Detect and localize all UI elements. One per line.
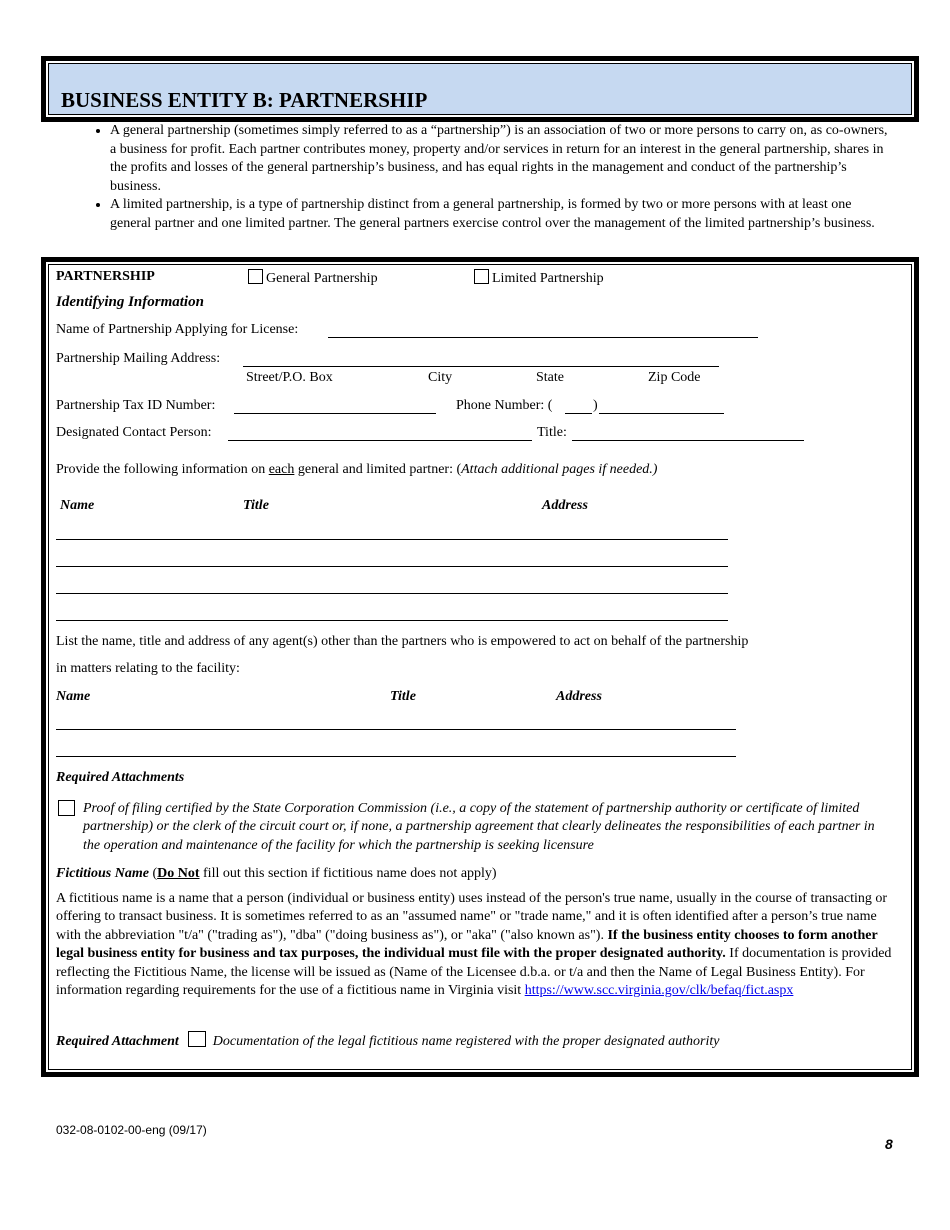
contact-person-field[interactable] xyxy=(228,440,532,441)
partner-instructions xyxy=(56,462,657,478)
phone-area-code-field[interactable] xyxy=(565,413,592,414)
fict-para2: If documentation is provided reflecting the Fictitious Name, the license will be issued as (Name of the Licensee d.b.a. or t/a and then the Name of Legal Business Entity). For information regarding requirements for the use of a fictitious name in Virginia visit xyxy=(56,946,892,999)
general-partnership-checkbox[interactable] xyxy=(248,269,263,284)
partner-row-field[interactable] xyxy=(56,620,728,621)
city-caption: City xyxy=(428,370,453,385)
fict-open: ( xyxy=(148,866,158,881)
page-number: 8 xyxy=(885,1136,893,1152)
contact-person-label: Designated Contact Person: xyxy=(56,425,212,440)
general-partnership-option[interactable] xyxy=(248,269,378,287)
agent-row-field[interactable] xyxy=(56,756,736,757)
required-attachments-heading: Required Attachments xyxy=(56,770,185,785)
fict-bold: If the business entity chooses to form another legal business entity for business and tax purposes, the individual must file with the proper designated authority. xyxy=(56,927,878,962)
fictitious-name-heading xyxy=(56,866,497,882)
fictitious-name-paragraph xyxy=(56,890,894,1000)
partner-col-name: Name xyxy=(60,498,95,513)
street-caption: Street/P.O. Box xyxy=(246,370,333,385)
section-title: BUSINESS ENTITY B: PARTNERSHIP xyxy=(61,88,428,112)
fictitious-name-link[interactable]: https://www.scc.virginia.gov/clk/befaq/fict.aspx xyxy=(524,983,794,999)
fict-para1: A fictitious name is a name that a person (individual or business entity) uses instead of the person's true name, usually in the course of transacting or offering to transact business. It is sometimes referred to as an "assumed name" or "trade name," and it is often identified after a person’s true name with the abbreviation "t/a" ("trading as"), "dba" ("doing business as"), or "aka" ("also known as"). xyxy=(56,891,888,943)
bullet-limited-partnership: • A limited partnership, is a type of partnership distinct from a general partnership, is formed by two or more persons with at least one general partner and one limited partner. The general partners exercise control over the management of the limited partnership’s business. xyxy=(110,196,894,233)
instructions-each: each xyxy=(268,462,295,477)
agent-instructions-line2: in matters relating to the facility: xyxy=(56,661,240,676)
phone-number-field[interactable] xyxy=(599,413,724,414)
limited-partnership-label: Limited Partnership xyxy=(492,271,604,286)
general-partnership-label: General Partnership xyxy=(266,271,378,286)
zip-caption: Zip Code xyxy=(648,370,701,385)
limited-partnership-checkbox[interactable] xyxy=(474,269,489,284)
fictitious-doc-checkbox[interactable] xyxy=(188,1031,206,1047)
tax-id-field[interactable] xyxy=(234,413,436,414)
phone-paren-close: ) xyxy=(593,398,598,413)
phone-label: Phone Number: ( xyxy=(456,398,553,413)
required-attachment-label: Required Attachment xyxy=(56,1034,179,1049)
fict-do-not: Do Not xyxy=(157,866,200,881)
instructions-mid: general and limited partner: ( xyxy=(294,462,462,477)
required-attachment-row xyxy=(56,1031,719,1050)
partner-row-field[interactable] xyxy=(56,593,728,594)
instructions-attach: Attach additional pages if needed.) xyxy=(461,462,658,477)
agent-row-field[interactable] xyxy=(56,729,736,730)
section-header xyxy=(41,56,919,122)
required-attachment-text: Documentation of the legal fictitious name registered with the proper designated authority xyxy=(212,1034,720,1049)
partner-row-field[interactable] xyxy=(56,539,728,540)
partnership-name-label: Name of Partnership Applying for License: xyxy=(56,322,299,337)
fict-title: Fictitious Name xyxy=(56,866,149,881)
state-caption: State xyxy=(536,370,564,385)
instructions-pre: Provide the following information on xyxy=(56,462,269,477)
tax-id-label: Partnership Tax ID Number: xyxy=(56,398,216,413)
mailing-address-label: Partnership Mailing Address: xyxy=(56,351,221,366)
partner-col-address: Address xyxy=(542,498,588,513)
partner-row-field[interactable] xyxy=(56,566,728,567)
contact-title-field[interactable] xyxy=(572,440,804,441)
bullet-general-partnership: • A general partnership (sometimes simply referred to as a “partnership”) is an association of two or more persons to carry on, as co-owners, a business for profit. Each partner contributes money, property and/or services in return for an interest in the general partnership, shares in the profits and losses of the general partnership’s business, and has equal rights in the management and conduct of the partnership’s business. xyxy=(110,122,894,196)
agent-col-title: Title xyxy=(390,689,416,704)
agent-instructions-line1: List the name, title and address of any agent(s) other than the partners who is empowered to act on behalf of the partnership xyxy=(56,634,749,649)
contact-title-label: Title: xyxy=(537,425,567,440)
definition-list xyxy=(58,122,894,233)
mailing-address-field[interactable] xyxy=(243,366,719,367)
agent-col-name: Name xyxy=(56,689,91,704)
partnership-label: PARTNERSHIP xyxy=(56,269,155,284)
proof-of-filing-text: Proof of filing certified by the State Corporation Commission (i.e., a copy of the statement of partnership authority or certificate of limited partnership) or the clerk of the circuit court or, if none, a partnership agreement that clearly delineates the responsibilities of each partner in the operation and maintenance of the facility for which the partnership is seeking licensure xyxy=(83,801,875,853)
proof-of-filing-checkbox[interactable] xyxy=(58,800,75,816)
fict-rest: fill out this section if fictitious name does not apply) xyxy=(199,866,497,881)
identifying-info-heading: Identifying Information xyxy=(56,294,204,310)
section-header-fill xyxy=(48,63,912,115)
agent-col-address: Address xyxy=(556,689,602,704)
partnership-name-field[interactable] xyxy=(328,337,758,338)
limited-partnership-option[interactable] xyxy=(474,269,604,287)
partner-col-title: Title xyxy=(243,498,269,513)
form-code: 032-08-0102-00-eng (09/17) xyxy=(56,1123,207,1137)
